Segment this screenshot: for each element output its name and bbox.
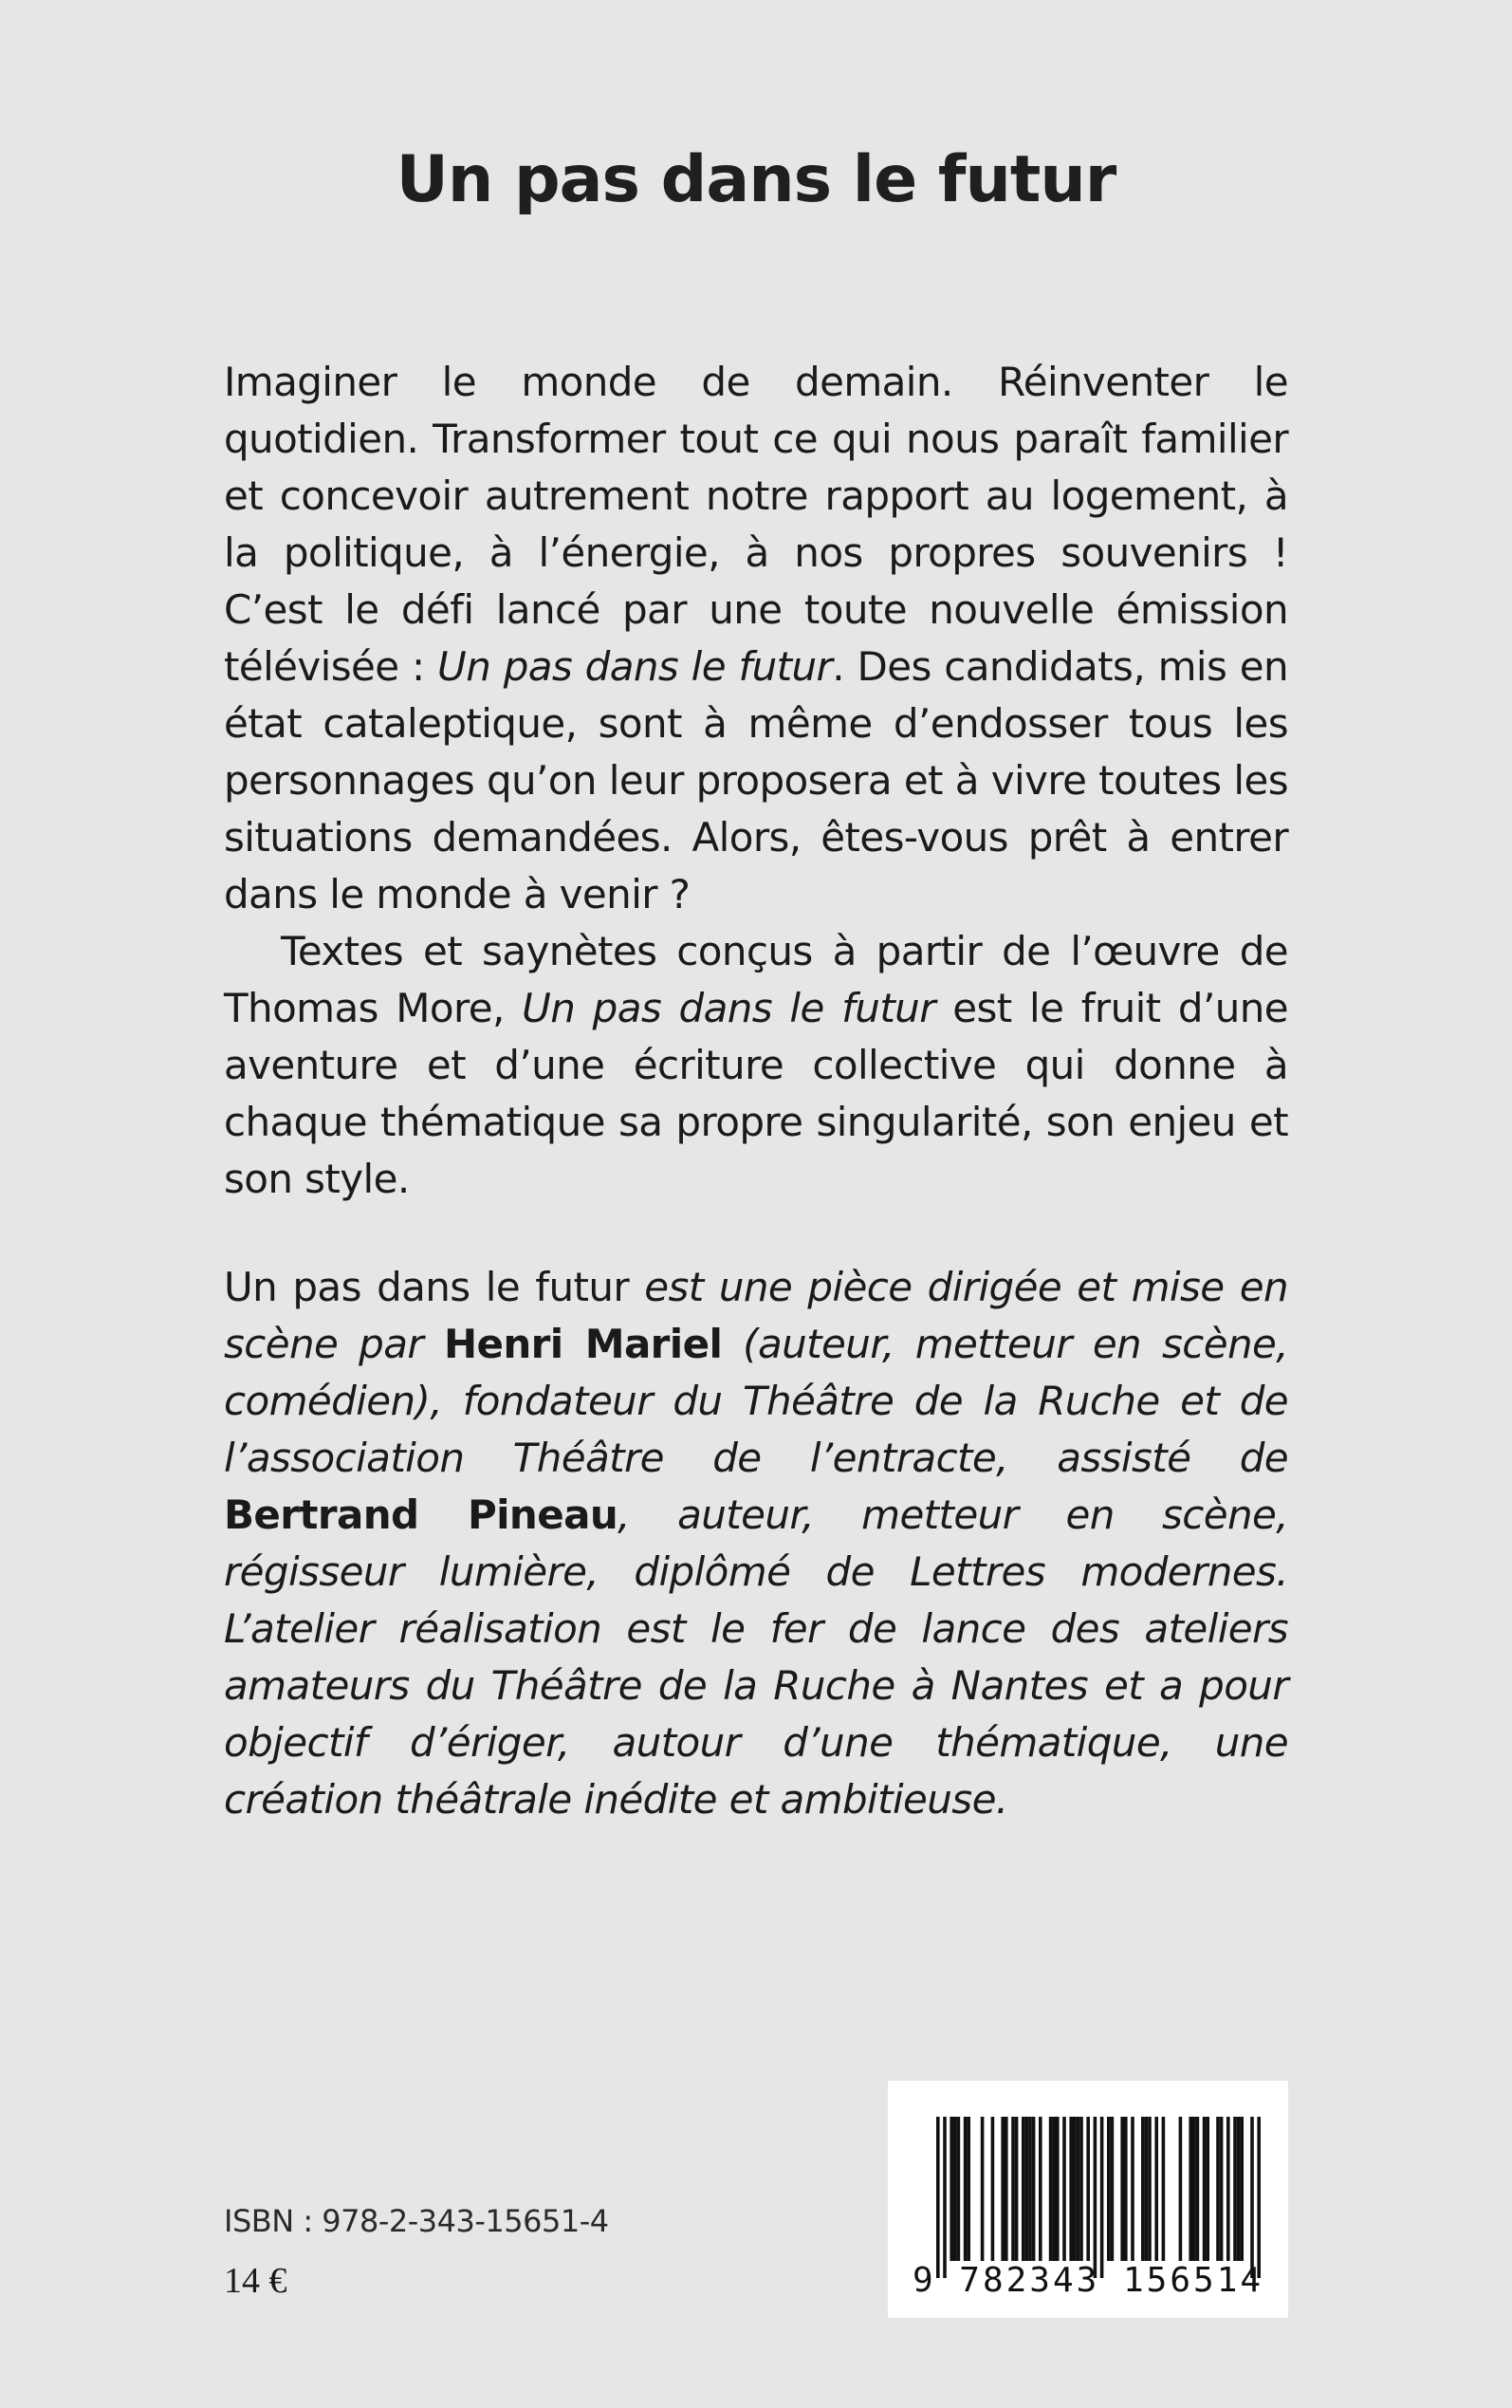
about-text-a: est une pièce dirigée et mise en scène par bbox=[224, 1264, 1288, 1367]
barcode-bar bbox=[1025, 2117, 1029, 2261]
barcode-bar bbox=[1052, 2117, 1056, 2261]
barcode-bar bbox=[1203, 2117, 1207, 2261]
director-name: Henri Mariel bbox=[443, 1321, 723, 1367]
barcode-bar bbox=[1189, 2117, 1192, 2261]
barcode-bar bbox=[964, 2117, 968, 2261]
barcode-bar bbox=[953, 2117, 957, 2261]
barcode-bar bbox=[1141, 2117, 1145, 2261]
barcode-bar bbox=[1073, 2117, 1077, 2261]
barcode-bar bbox=[1162, 2117, 1166, 2261]
barcode-bar bbox=[967, 2117, 970, 2261]
barcode-bar bbox=[981, 2117, 985, 2261]
assistant-name: Bertrand Pineau bbox=[224, 1491, 618, 1538]
barcode-bar bbox=[1179, 2117, 1183, 2261]
barcode-bar bbox=[1028, 2117, 1032, 2261]
barcode-bar bbox=[1100, 2117, 1104, 2278]
barcode-bar bbox=[1111, 2117, 1115, 2261]
summary-p1-text-b: . Des candidats, mis en état cataleptique, sont à même d’endosser tous les personnages qu’on leur proposera et à vivre toutes les situations demandées. Alors, êtes-vous prêt à entrer dans le monde à venir ? bbox=[224, 643, 1288, 917]
barcode-bar bbox=[1107, 2117, 1111, 2261]
barcode-bar bbox=[936, 2117, 940, 2278]
barcode-bar bbox=[1005, 2117, 1008, 2261]
barcode bbox=[888, 2081, 1288, 2318]
barcode-bar bbox=[950, 2117, 953, 2261]
about-play-title: Un pas dans le futur bbox=[224, 1264, 630, 1310]
barcode-bar bbox=[1148, 2117, 1152, 2261]
summary-p2-italic-title: Un pas dans le futur bbox=[522, 985, 935, 1031]
about-text bbox=[224, 1259, 1288, 1828]
about-text-c: , auteur, metteur en scène, régisseur lumière, diplômé de Lettres modernes. L’atelier réalisation est le fer de lance des ateliers amateurs du Théâtre de la Ruche à Nantes et a pour objectif d’ériger, autour d’une thématique, une création théâtrale inédite et ambitieuse. bbox=[224, 1491, 1288, 1823]
about-text-b: (auteur, metteur en scène, comédien), fondateur du Théâtre de la Ruche et de l’association Théâtre de l’entracte, assisté de bbox=[224, 1321, 1288, 1481]
barcode-bar bbox=[991, 2117, 995, 2261]
barcode-bar bbox=[1226, 2117, 1230, 2261]
barcode-bar bbox=[1022, 2117, 1025, 2261]
barcode-bar bbox=[1077, 2117, 1080, 2261]
barcode-bar bbox=[1069, 2117, 1073, 2261]
summary-p2-text-b: est le fruit d’une aventure et d’une écriture collective qui donne à chaque thématique sa propre singularité, son enjeu et son style. bbox=[224, 985, 1288, 1202]
barcode-bar bbox=[1086, 2117, 1090, 2261]
barcode-bar bbox=[1250, 2117, 1254, 2278]
isbn-label: ISBN : 978-2-343-15651-4 bbox=[224, 2203, 609, 2239]
barcode-bar bbox=[1124, 2117, 1128, 2261]
barcode-bar bbox=[1196, 2117, 1200, 2261]
barcode-bar bbox=[1049, 2117, 1053, 2261]
barcode-bar bbox=[1079, 2117, 1083, 2261]
barcode-bar bbox=[1154, 2117, 1158, 2261]
barcode-bar bbox=[1062, 2117, 1066, 2261]
barcode-bar bbox=[1120, 2117, 1124, 2261]
summary-text bbox=[224, 354, 1288, 1208]
barcode-bar bbox=[1011, 2117, 1015, 2261]
barcode-bar bbox=[1094, 2117, 1097, 2278]
barcode-bar bbox=[1145, 2117, 1149, 2261]
barcode-bar bbox=[1233, 2117, 1237, 2261]
summary-p1-italic-title: Un pas dans le futur bbox=[437, 643, 833, 690]
barcode-bar bbox=[1257, 2117, 1261, 2278]
barcode-bar bbox=[1056, 2117, 1060, 2261]
barcode-digits: 9 782343 156514 bbox=[912, 2261, 1264, 2300]
summary-p2-text-a: Textes et saynètes conçus à partir de l’œuvre de Thomas More, bbox=[224, 928, 1288, 1031]
price-label: 14 € bbox=[224, 2261, 287, 2301]
about-paragraph bbox=[224, 1259, 1288, 1828]
barcode-bar bbox=[1206, 2117, 1209, 2261]
barcode-bar bbox=[943, 2117, 947, 2278]
barcode-bar bbox=[1001, 2117, 1005, 2261]
barcode-bar bbox=[957, 2117, 961, 2261]
barcode-bar bbox=[1220, 2117, 1224, 2261]
summary-p1-text-a: Imaginer le monde de demain. Réinventer le quotidien. Transformer tout ce qui nous paraît familier et concevoir autrement notre rapport au logement, à la politique, à l’énergie, à nos propres souvenirs ! C’est le défi lancé par une toute nouvelle émission télévisée : bbox=[224, 359, 1288, 690]
barcode-bar bbox=[1216, 2117, 1220, 2261]
barcode-bar bbox=[1192, 2117, 1196, 2261]
summary-paragraph-2 bbox=[224, 923, 1288, 1208]
barcode-bar bbox=[1240, 2117, 1244, 2261]
book-title: Un pas dans le futur bbox=[396, 142, 1116, 217]
barcode-bar bbox=[1039, 2117, 1042, 2261]
barcode-bar bbox=[1237, 2117, 1241, 2261]
barcode-bar bbox=[1131, 2117, 1134, 2261]
summary-paragraph-1 bbox=[224, 354, 1288, 923]
barcode-bar bbox=[1015, 2117, 1019, 2261]
barcode-bar bbox=[1032, 2117, 1036, 2261]
